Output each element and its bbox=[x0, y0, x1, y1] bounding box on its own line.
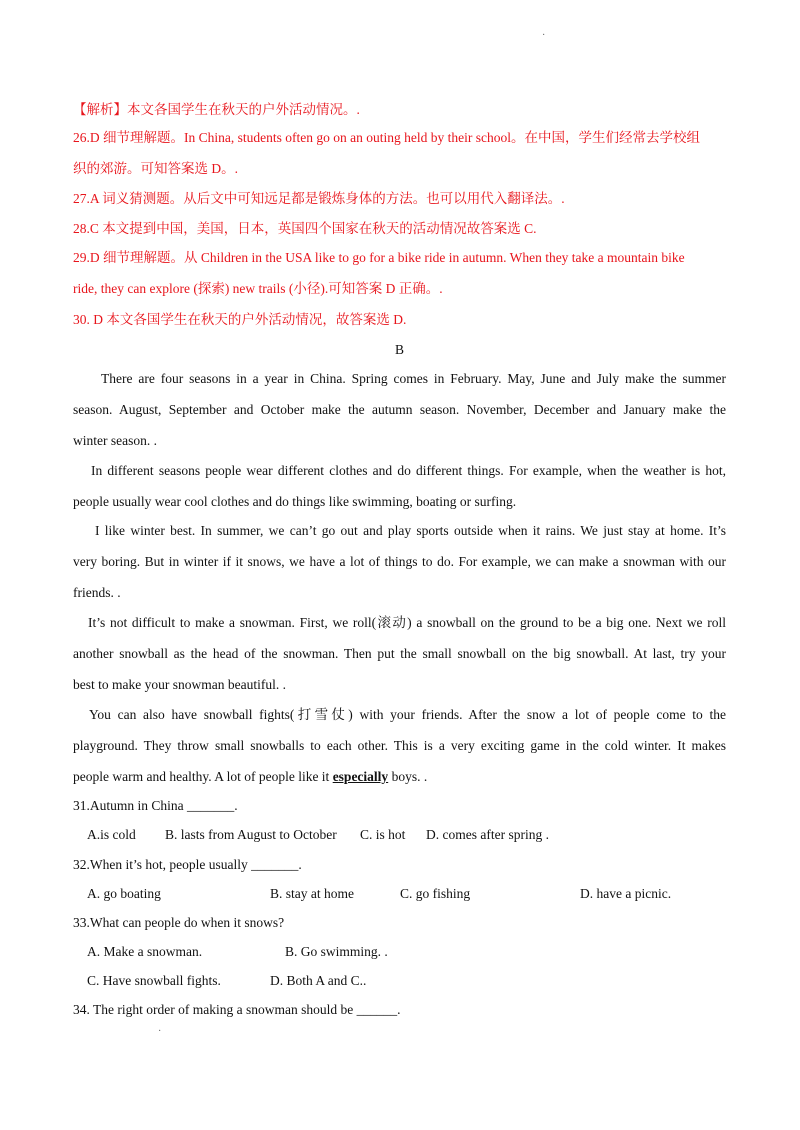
text-span: You can also have snowball fights(打雪仗) with your friends. After the snow a lot of people come to the bbox=[89, 707, 726, 722]
text-span: people warm and healthy. A lot of people like it bbox=[73, 769, 333, 784]
question-34: 34. The right order of making a snowman should be ______. bbox=[73, 1002, 401, 1017]
q31-option-a: A.is cold bbox=[87, 827, 136, 842]
passage-p3-line-1 bbox=[95, 522, 726, 540]
page-mark-top: · bbox=[542, 30, 546, 41]
q33-option-c: C. Have snowball fights. bbox=[87, 973, 221, 988]
q32-option-b: B. stay at home bbox=[270, 886, 354, 901]
section-heading: B bbox=[394, 342, 404, 357]
text-span: I like winter best. In summer, we can’t go out and play sports outside when it rains. We just stay at home. It’s bbox=[95, 523, 726, 538]
analysis-line-4: 27.A 词义猜测题。从后文中可知远足都是锻炼身体的方法。也可以用代入翻译法。. bbox=[73, 191, 565, 206]
passage-p3-line-3: friends. . bbox=[73, 585, 121, 600]
passage-p1-line-1 bbox=[101, 370, 726, 388]
text-span: In different seasons people wear different clothes and do different things. For example, when the weather is hot, bbox=[91, 463, 726, 478]
text-span: playground. They throw small snowballs to each other. This is a very exciting game in the cold winter. It makes bbox=[73, 738, 726, 753]
q32-option-c: C. go fishing bbox=[400, 886, 471, 901]
passage-p4-line-1 bbox=[88, 614, 726, 632]
passage-p4-line-3: best to make your snowman beautiful. . bbox=[73, 677, 286, 692]
question-32: 32.When it’s hot, people usually _______. bbox=[73, 857, 302, 872]
text-span: There are four seasons in a year in China. Spring comes in February. May, June and July make the summer bbox=[101, 371, 726, 386]
q32-option-a: A. go boating bbox=[87, 886, 161, 901]
q31-option-b: B. lasts from August to October bbox=[165, 827, 337, 842]
passage-p2-line-1 bbox=[91, 462, 726, 480]
passage-p1-line-2 bbox=[73, 401, 726, 419]
q33-option-b: B. Go swimming. . bbox=[285, 944, 388, 959]
passage-p4-line-2 bbox=[73, 645, 726, 663]
text-span: boys. . bbox=[388, 769, 428, 784]
q31-option-c: C. is hot bbox=[360, 827, 406, 842]
text-span: It’s not difficult to make a snowman. First, we roll(滚动) a snowball on the ground to be a big one. Next we roll bbox=[88, 615, 726, 630]
analysis-line-8: 30. D 本文各国学生在秋天的户外活动情况，故答案选 D. bbox=[73, 312, 407, 327]
question-31: 31.Autumn in China _______. bbox=[73, 798, 238, 813]
text-span: season. August, September and October make the autumn season. November, December and January make the bbox=[73, 402, 726, 417]
question-33: 33.What can people do when it snows? bbox=[73, 915, 285, 930]
analysis-line-5: 28.C 本文提到中国，美国，日本，英国四个国家在秋天的活动情况故答案选 C. bbox=[73, 221, 537, 236]
q31-option-d: D. comes after spring . bbox=[426, 827, 549, 842]
emphasized-word: especially bbox=[332, 769, 389, 784]
q33-option-d: D. Both A and C.. bbox=[270, 973, 367, 988]
passage-p5-line-3 bbox=[73, 768, 726, 786]
page-mark-bottom: · bbox=[158, 1026, 162, 1037]
passage-p2-line-2: people usually wear cool clothes and do things like swimming, boating or surfing. bbox=[73, 494, 517, 509]
text-span: another snowball as the head of the snowman. Then put the small snowball on the big snowball. At last, try your bbox=[73, 646, 726, 661]
text-span: very boring. But in winter if it snows, we have a lot of things to do. For example, we can make a snowman with our bbox=[73, 554, 726, 569]
q32-option-d: D. have a picnic. bbox=[580, 886, 672, 901]
passage-p1-line-3: winter season. . bbox=[73, 433, 157, 448]
analysis-line-7: ride, they can explore (探索) new trails (小径).可知答案 D 正确。. bbox=[73, 281, 443, 296]
analysis-line-2: 26.D 细节理解题。In China, students often go on an outing held by their school。在中国，学生们经常去学校组 bbox=[73, 130, 700, 145]
analysis-line-1: 【解析】本文各国学生在秋天的户外活动情况。. bbox=[73, 102, 360, 117]
analysis-line-6: 29.D 细节理解题。从 Children in the USA like to go for a bike ride in autumn. When they take a mountain bike bbox=[73, 250, 685, 265]
passage-p3-line-2 bbox=[73, 553, 726, 571]
analysis-line-3: 织的郊游。可知答案选 D。. bbox=[73, 161, 238, 176]
q33-option-a: A. Make a snowman. bbox=[87, 944, 203, 959]
passage-p5-line-1 bbox=[89, 706, 726, 724]
passage-p5-line-2 bbox=[73, 737, 726, 755]
